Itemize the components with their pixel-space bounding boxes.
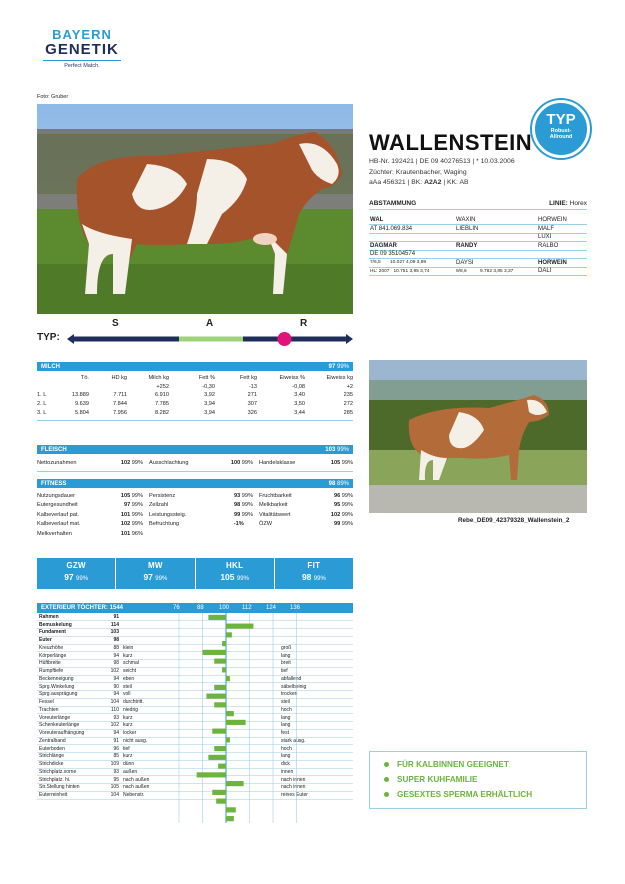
exterieur-bar bbox=[222, 667, 226, 672]
exterieur-bar bbox=[226, 781, 244, 786]
bull-info-line1: HB-Nr. 192421 | DE 09 40276513 | * 10.03.2006 bbox=[369, 158, 515, 165]
sire-id: AT 841.069.834 bbox=[369, 225, 455, 234]
fitness-title: FITNESS bbox=[41, 480, 67, 487]
exterieur-row: Euter 98 bbox=[37, 636, 353, 644]
exterieur-bar bbox=[226, 676, 230, 681]
exterieur-row: Sprg.ausprägung 94 voll trocken bbox=[37, 691, 353, 699]
bullet-dot-icon bbox=[384, 777, 389, 782]
bullet-dot-icon bbox=[384, 792, 389, 797]
exterieur-bar bbox=[197, 772, 226, 777]
fitness-section: FITNESS 98 89% Nutzungsdauer 105 99% Eutergesundheit 97 99% Kalbeverlauf pat. 101 99% Kalbeverlauf mat. 102 99% Melkverhalten 101 96% Persistenz 93 99% Zellzahl 98 99% Leistungssteig. 99 99% Befruchtung -1% Fruchtbarkeit 96 99% Melkbarkeit 95 99% Vitalitätswert 102 99% ÖZW 99 99% bbox=[37, 480, 353, 537]
index-mw: MW 97 99% bbox=[116, 558, 195, 589]
milch-score: 97 bbox=[328, 363, 336, 370]
exterieur-bar bbox=[222, 641, 226, 646]
typ-r-label: R bbox=[300, 318, 308, 329]
bull-photo bbox=[37, 104, 353, 314]
index-boxes bbox=[37, 558, 353, 589]
typ-s-label: S bbox=[112, 318, 119, 329]
exterieur-section: EXTERIEUR TÖCHTER: 1544 76 88 100 112 124 136 Rahmen 91 Bemuskelung 114 Fundament 103 Euter 98 Kreuzhöhe 88 klein groß Körperlänge 94 kurz lang Hüftbreite 98 schmal breit Rumpftiefe 102 seicht tief Beckenneigung 94 eben abfallend Sprg.Winkelung 90 steil säbelbeinig Sprg.ausprägung 94 voll trocken Fessel 104 durchtritt. steil Trachten 110 niedrig hoch Voreuterlänge 93 kurz lang Schenkeuterlänge 102 kurz lang Voreuteraufhängung 94 locker fest Zentralband 91 nicht ausg. stark ausg. Euterboden 96 tief hoch Strichlänge 85 kurz lang Strichdicke 109 dünn dick Strichplatz.vorne 93 außen innen Strichplatz. hi. 95 nach außen nach innen Str.Stellung hinten 105 nach außen nach innen Euterreinheit 104 Nebenstr. reines Euter bbox=[37, 603, 353, 800]
index-fit: FIT 98 99% bbox=[301, 561, 326, 582]
typ-a-label: A bbox=[206, 318, 214, 329]
exterieur-title: EXTERIEUR TÖCHTER: 1544 bbox=[41, 605, 124, 611]
exterieur-row: Voreuterlänge 93 kurz lang bbox=[37, 714, 353, 722]
sire-sire: WAXIN bbox=[455, 216, 537, 225]
bull-info-line3: aAa 456321 | BK: A2A2 | KK: AB bbox=[369, 179, 469, 186]
ancestry: ABSTAMMUNG LINIE: Horex WAL WAXIN HORWEIN AT 841.069.834 LIEBLIN MALF LUXI DAGMAR RANDY RALBO DE 09 35104574 7/6,5 10.027 4,09 3,89 DAYSI HORWEIN HL: 2007 10.751 3,95 3,74 9/8,6 9.782 3,85 3,37 DALI bbox=[369, 200, 587, 275]
milch-title: MILCH bbox=[41, 363, 60, 370]
badge-sub2: Allround bbox=[549, 134, 573, 140]
fleisch-score: 103 bbox=[325, 446, 336, 453]
exterieur-row: Strichdicke 109 dünn dick bbox=[37, 760, 353, 768]
milch-table: Tö. HD kg Milch kg Fett % Fett kg Eiweiss % Eiweiss kg +252 -0,30 -13 -0,08 +2 1. L 13.889 7.711 6.910 3,92 271 3,40 235 2. L 9.639 7.844 7.785 3,94 307 3,50 272 3. L 5.804 7.956 8.282 3,94 326 3,44 285 bbox=[37, 375, 353, 416]
exterieur-bar bbox=[212, 790, 226, 795]
sire-dam-dam: LUXI bbox=[537, 233, 587, 242]
milch-row: 1. L 13.889 7.711 6.910 3,92 271 3,40 235 bbox=[37, 392, 353, 399]
exterieur-bar bbox=[214, 746, 226, 751]
exterieur-bars bbox=[37, 613, 353, 823]
bull-info bbox=[369, 157, 515, 189]
line-value: Horex bbox=[569, 200, 587, 207]
exterieur-row: Rumpftiefe 102 seicht tief bbox=[37, 667, 353, 675]
exterieur-bar bbox=[203, 650, 227, 655]
logo-tagline: Perfect Match. bbox=[64, 63, 100, 69]
exterieur-bar bbox=[212, 729, 226, 734]
typ-scale bbox=[37, 318, 353, 348]
typ-label: TYP: bbox=[37, 332, 60, 343]
exterieur-row: Zentralband 91 nicht ausg. stark ausg. bbox=[37, 737, 353, 745]
dam-dam-dam: DALI bbox=[537, 267, 587, 276]
exterieur-row: Kreuzhöhe 88 klein groß bbox=[37, 644, 353, 652]
dam-dam: DAYSI bbox=[455, 259, 537, 268]
exterieur-row: Fessel 104 durchtritt. steil bbox=[37, 698, 353, 706]
exterieur-bar bbox=[214, 685, 226, 690]
exterieur-row: Strichplatz. hi. 95 nach außen nach innen bbox=[37, 776, 353, 784]
exterieur-row: Str.Stellung hinten 105 nach außen nach innen bbox=[37, 784, 353, 792]
exterieur-bar bbox=[226, 737, 230, 742]
exterieur-row: Strichlänge 85 kurz lang bbox=[37, 753, 353, 761]
dam: DAGMAR bbox=[369, 242, 455, 251]
logo-line1: BAYERN bbox=[52, 27, 112, 42]
index-gzw: GZW 97 99% bbox=[37, 558, 116, 589]
dam-sire-sire: RALBO bbox=[537, 242, 587, 251]
exterieur-row: Trachten 110 niedrig hoch bbox=[37, 706, 353, 714]
exterieur-bar bbox=[226, 816, 234, 821]
exterieur-row: Rahmen 91 bbox=[37, 613, 353, 621]
exterieur-bar bbox=[206, 694, 226, 699]
fleisch-section: FLEISCH 103 99% Nettozunahmen 102 99% Ausschlachtung 100 99% Handelsklasse 105 99% bbox=[37, 445, 353, 472]
typ-marker bbox=[277, 332, 291, 346]
bullet-dot-icon bbox=[384, 762, 389, 767]
highlight-item: GESEXTES SPERMA ERHÄLTLICH bbox=[384, 787, 586, 802]
exterieur-bar bbox=[226, 720, 246, 725]
sire: WAL bbox=[369, 216, 455, 225]
bull-info-line2: Züchter: Krautenbacher, Waging bbox=[369, 168, 467, 176]
highlight-item: SUPER KUHFAMILIE bbox=[384, 772, 586, 787]
exterieur-row: Sprg.Winkelung 90 steil säbelbeinig bbox=[37, 683, 353, 691]
fleisch-title: FLEISCH bbox=[41, 446, 67, 453]
highlight-item: FÜR KALBINNEN GEEIGNET bbox=[384, 757, 586, 772]
fitness-score: 98 bbox=[328, 480, 336, 487]
sire-sire-sire: HORWEIN bbox=[537, 216, 587, 225]
dam-id: DE 09 35104574 bbox=[369, 250, 455, 259]
badge-title: TYP bbox=[546, 111, 576, 128]
sire-dam-sire: MALF bbox=[537, 225, 587, 234]
exterieur-row: Strichplatz.vorne 93 außen innen bbox=[37, 768, 353, 776]
exterieur-bar bbox=[208, 755, 226, 760]
exterieur-row: Körperlänge 94 kurz lang bbox=[37, 652, 353, 660]
exterieur-row: Beckenneigung 94 eben abfallend bbox=[37, 675, 353, 683]
dam-dam-sire: HORWEIN bbox=[537, 259, 587, 268]
photo-credit: Foto: Gruber bbox=[37, 94, 69, 100]
badge-sub1: Robust- bbox=[550, 128, 572, 134]
exterieur-bar bbox=[226, 632, 232, 637]
milch-row: 2. L 9.639 7.844 7.785 3,94 307 3,50 272 bbox=[37, 401, 353, 408]
line-label: LINIE: bbox=[549, 200, 568, 207]
exterieur-row: Bemuskelung 114 bbox=[37, 621, 353, 629]
daughter-photo bbox=[369, 360, 587, 513]
daughter-photo-caption: Rebe_DE09_42379328_Wallenstein_2 bbox=[458, 517, 570, 524]
exterieur-bar bbox=[218, 764, 226, 769]
logo bbox=[37, 27, 127, 69]
exterieur-bar bbox=[226, 807, 236, 812]
index-hkl: HKL 105 99% bbox=[196, 558, 275, 589]
milch-section: MILCH 97 99% Tö. HD kg Milch kg Fett % Fett kg Eiweiss % Eiweiss kg +252 -0,30 -13 -0,08 +2 1. L 13.889 7.711 6.910 3,92 271 3,40 235 2. L 9.639 7.844 7.785 3,94 307 3,50 272 3. L 5.804 7.956 8.282 3,94 326 3,44 285 bbox=[37, 362, 353, 421]
exterieur-bar bbox=[226, 711, 234, 716]
exterieur-bar bbox=[214, 702, 226, 707]
bull-name: WALLENSTEIN bbox=[369, 130, 533, 155]
milch-row: 3. L 5.804 7.956 8.282 3,94 326 3,44 285 bbox=[37, 409, 353, 416]
exterieur-bar bbox=[216, 799, 226, 804]
exterieur-row: Schenkeuterlänge 102 kurz lang bbox=[37, 722, 353, 730]
typ-badge bbox=[532, 100, 590, 158]
exterieur-row: Hüftbreite 98 schmal breit bbox=[37, 660, 353, 668]
exterieur-row: Euterboden 96 tief hoch bbox=[37, 745, 353, 753]
sire-dam: LIEBLIN bbox=[455, 225, 537, 234]
dam-sire: RANDY bbox=[455, 242, 537, 251]
exterieur-bar bbox=[226, 624, 253, 629]
highlights-box bbox=[369, 751, 587, 809]
ancestry-header: ABSTAMMUNG bbox=[369, 200, 417, 207]
exterieur-row: Euterreinheit 104 Nebenstr. reines Euter bbox=[37, 791, 353, 799]
exterieur-row: Fundament 103 bbox=[37, 629, 353, 637]
exterieur-bar bbox=[208, 615, 226, 620]
exterieur-row: Voreuteraufhängung 94 locker fest bbox=[37, 729, 353, 737]
exterieur-bar bbox=[214, 659, 226, 664]
logo-line2: GENETIK bbox=[45, 41, 119, 58]
